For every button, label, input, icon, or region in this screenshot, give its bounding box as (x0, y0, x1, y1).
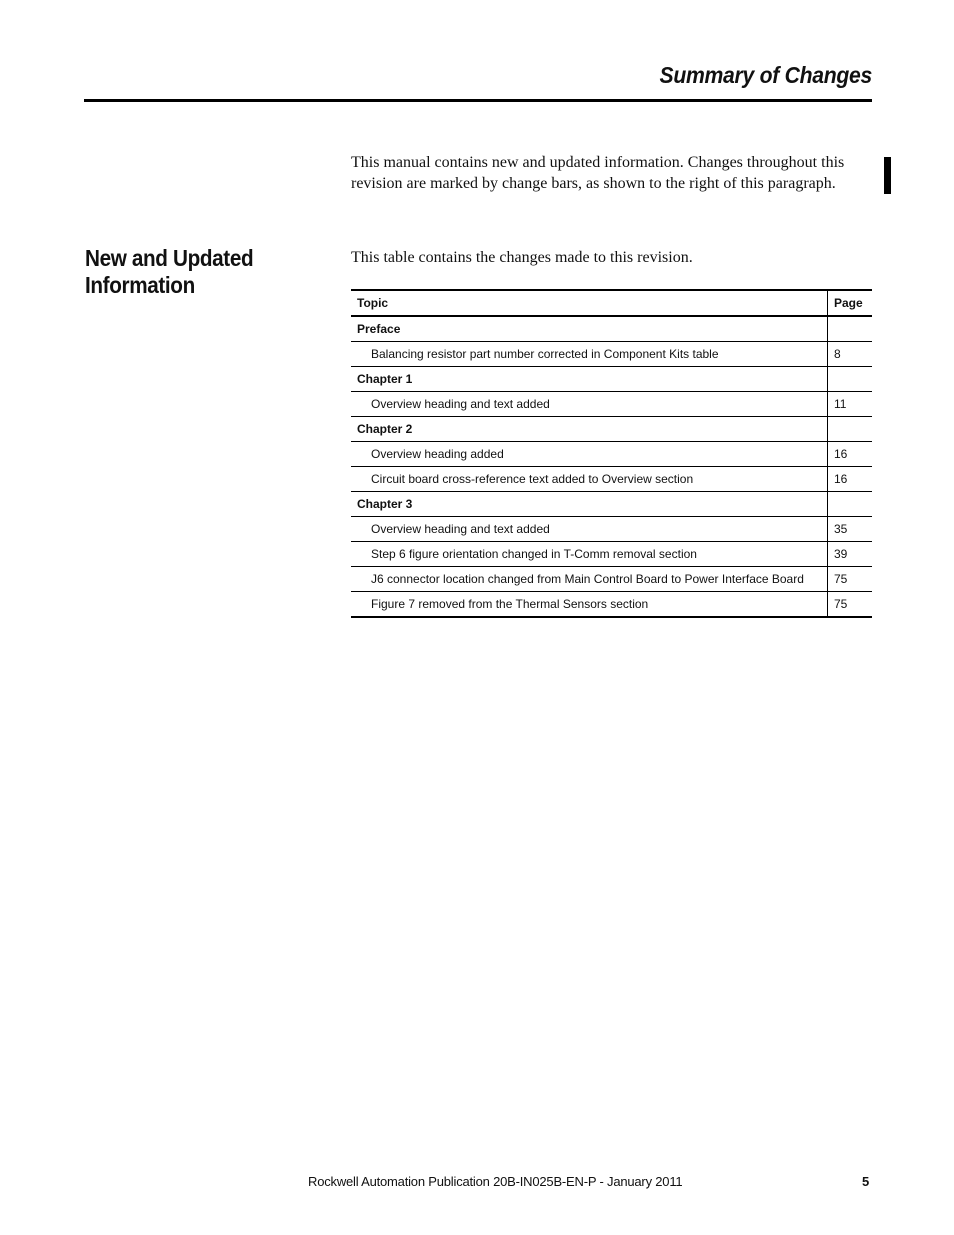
row-page: 39 (828, 542, 873, 567)
group-name: Preface (351, 316, 828, 342)
group-name: Chapter 2 (351, 417, 828, 442)
row-topic: Overview heading and text added (351, 392, 828, 417)
table-row (351, 392, 872, 417)
table-row (351, 592, 872, 618)
row-topic: J6 connector location changed from Main Control Board to Power Interface Board (351, 567, 828, 592)
table-row (351, 442, 872, 467)
row-topic: Overview heading added (351, 442, 828, 467)
section-heading: New and Updated Information (85, 245, 254, 298)
footer-publication: Rockwell Automation Publication 20B-IN025B-EN-P - January 2011 (308, 1174, 683, 1189)
intro-paragraph: This manual contains new and updated information. Changes throughout this revision are marked by change bars, as shown to the right of this paragraph. (351, 154, 845, 192)
row-topic: Circuit board cross-reference text added to Overview section (351, 467, 828, 492)
row-page: 75 (828, 592, 873, 618)
group-name: Chapter 3 (351, 492, 828, 517)
title-rule (84, 99, 872, 102)
row-page: 75 (828, 567, 873, 592)
changes-table (351, 289, 872, 618)
row-topic: Balancing resistor part number corrected in Component Kits table (351, 342, 828, 367)
group-page-cell (828, 417, 873, 442)
table-row (351, 342, 872, 367)
table-header-row (351, 290, 872, 316)
group-name: Chapter 1 (351, 367, 828, 392)
table-row (351, 567, 872, 592)
row-page: 16 (828, 442, 873, 467)
table-row (351, 467, 872, 492)
group-page-cell (828, 367, 873, 392)
table-group-row (351, 316, 872, 342)
table-row (351, 542, 872, 567)
header-page: Page (828, 290, 873, 316)
table-group-row (351, 417, 872, 442)
table-caption: This table contains the changes made to this revision. (351, 249, 693, 266)
change-bar (884, 157, 891, 194)
group-page-cell (828, 316, 873, 342)
table-group-row (351, 367, 872, 392)
row-page: 8 (828, 342, 873, 367)
table-row (351, 517, 872, 542)
footer-page-number: 5 (862, 1174, 870, 1189)
row-page: 16 (828, 467, 873, 492)
row-topic: Overview heading and text added (351, 517, 828, 542)
group-page-cell (828, 492, 873, 517)
row-page: 35 (828, 517, 873, 542)
table-group-row (351, 492, 872, 517)
row-topic: Figure 7 removed from the Thermal Sensors section (351, 592, 828, 618)
header-topic: Topic (351, 290, 828, 316)
row-topic: Step 6 figure orientation changed in T-Comm removal section (351, 542, 828, 567)
row-page: 11 (828, 392, 873, 417)
page-title: Summary of Changes (659, 62, 872, 88)
